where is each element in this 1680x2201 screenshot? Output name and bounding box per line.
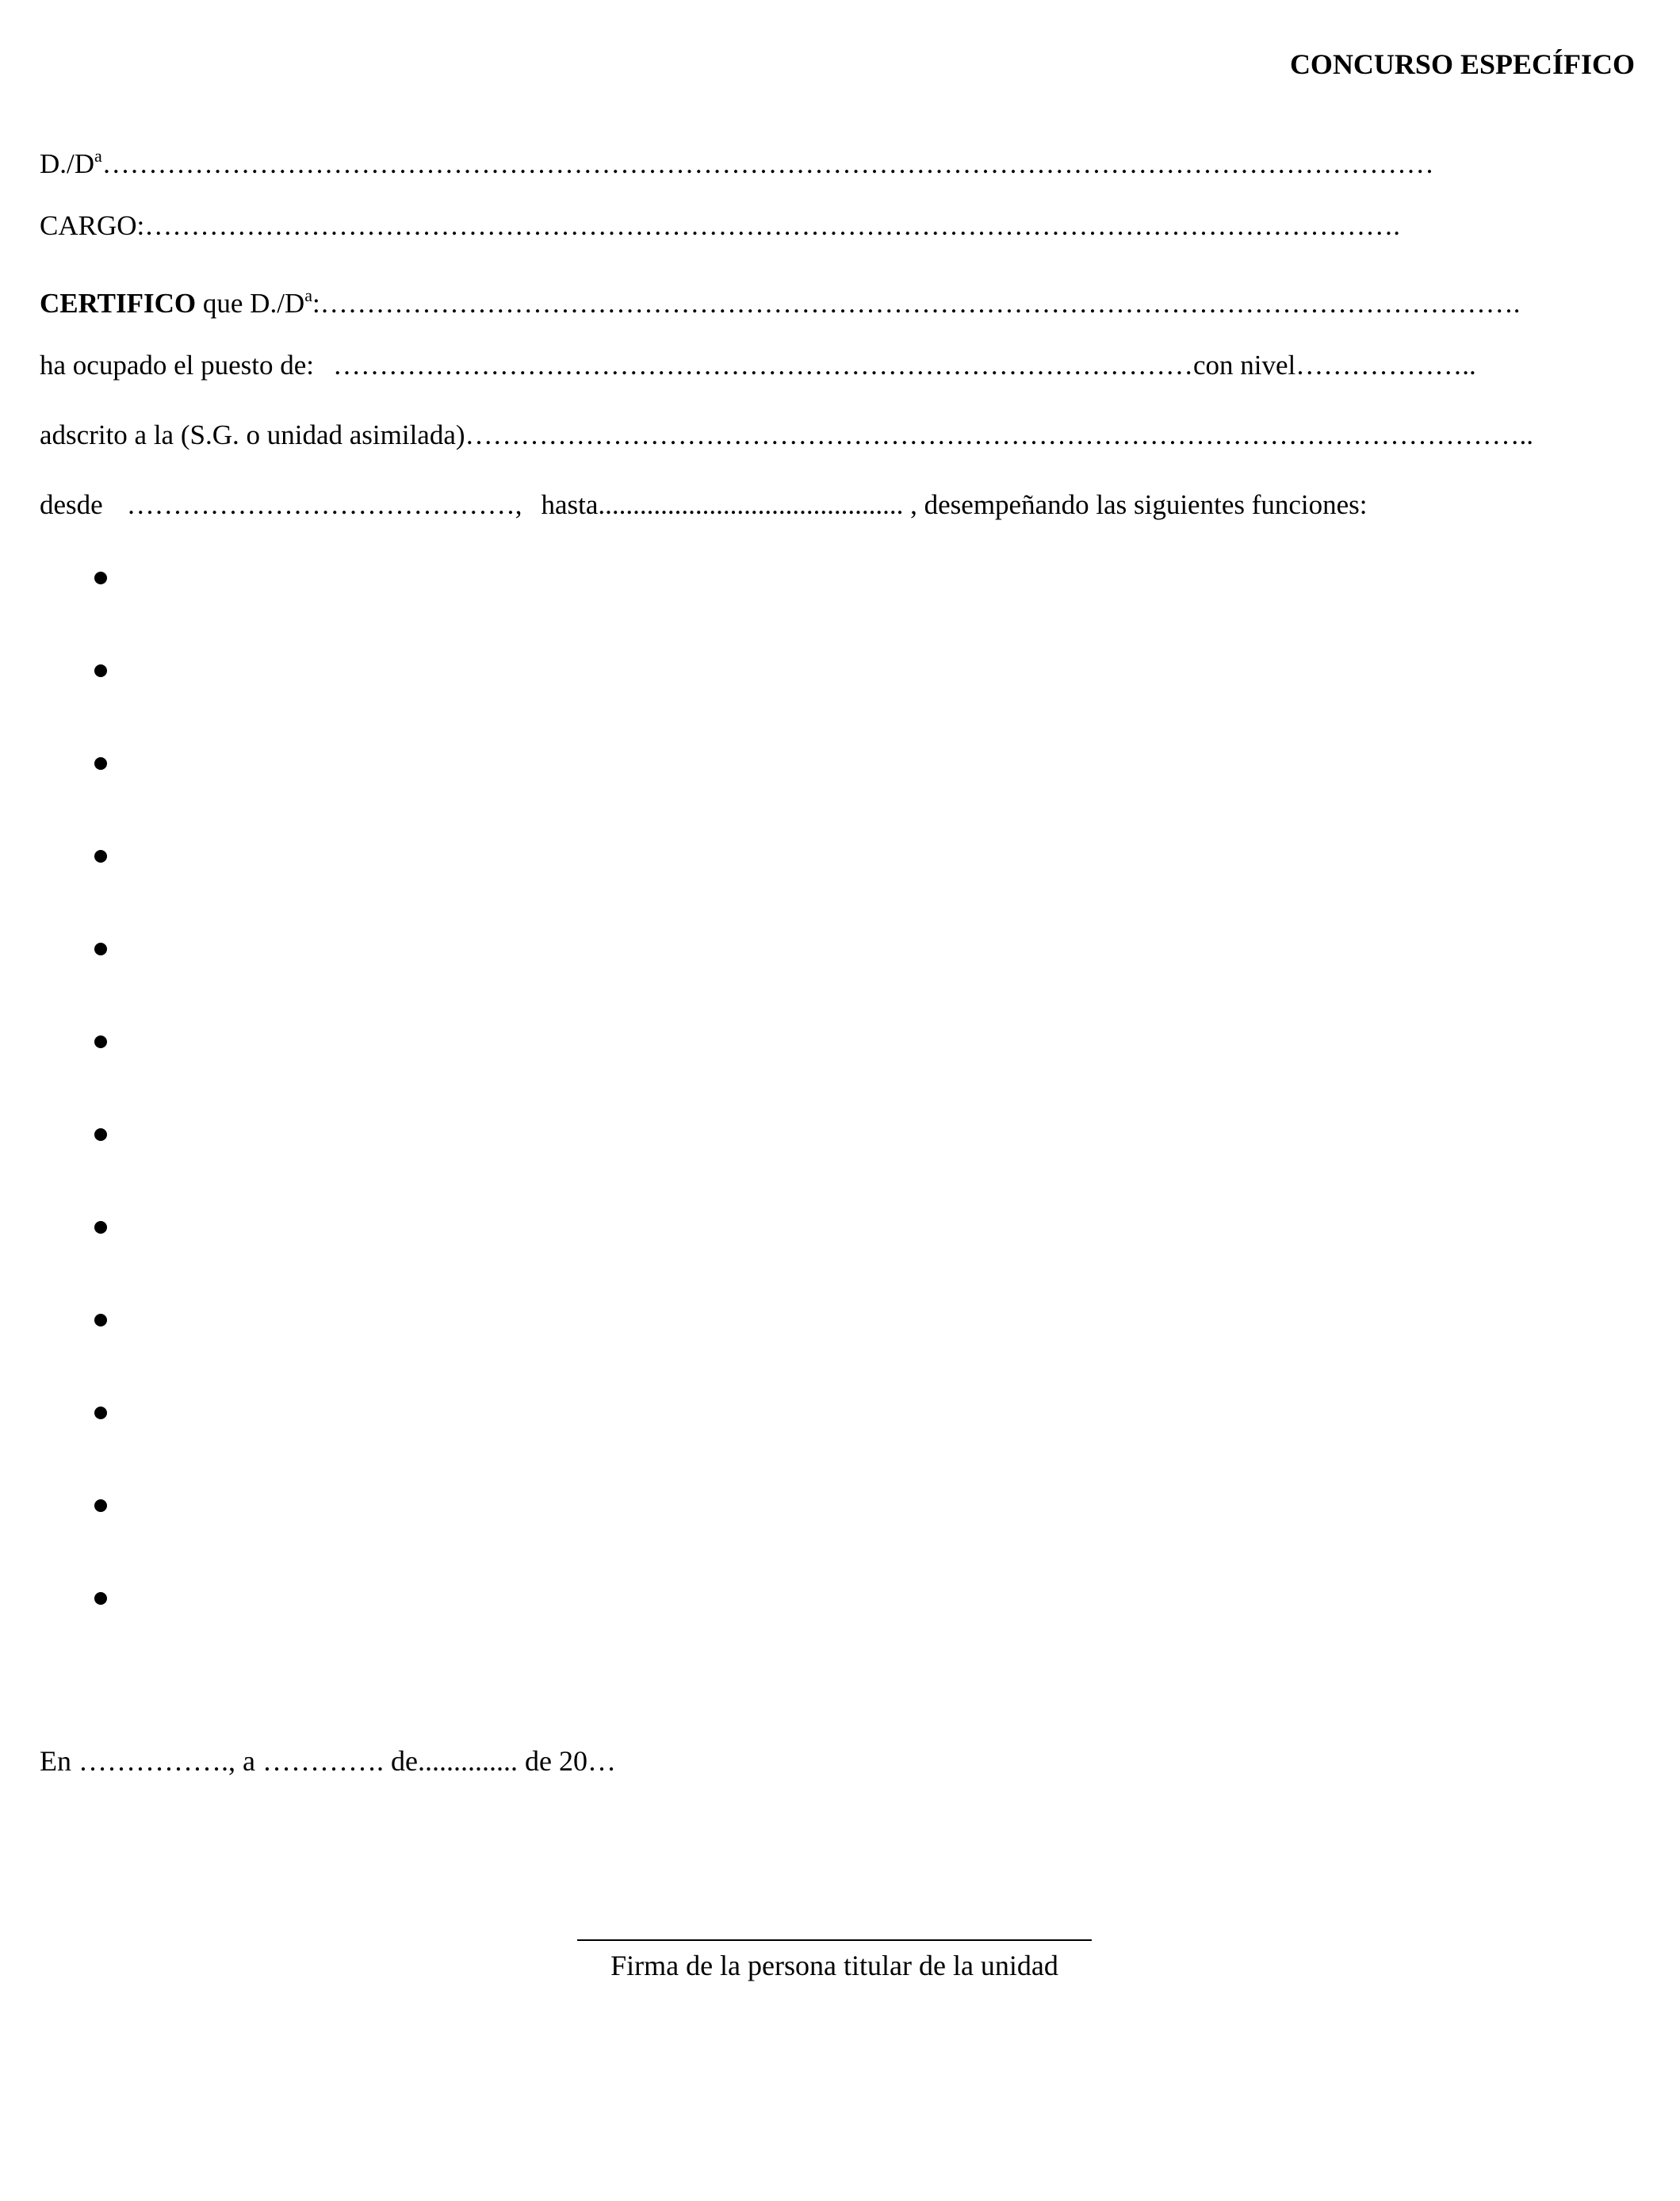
hasta-fill[interactable]: ............................................ , xyxy=(598,489,917,520)
function-bullet xyxy=(94,572,107,584)
field-cargo-fill[interactable]: ………………………………………………………………………………………………………………………. xyxy=(144,210,1400,241)
field-name-line xyxy=(40,138,1434,182)
function-bullet xyxy=(94,664,107,677)
closing-place-fill[interactable]: ……………., xyxy=(78,1745,235,1777)
signature-caption: Firma de la persona titular de la unidad xyxy=(610,1950,1058,1981)
function-bullet xyxy=(94,1407,107,1419)
certifico-label-sup: a xyxy=(304,285,312,305)
closing-day-fill[interactable]: …………. de xyxy=(262,1745,418,1777)
nivel-fill[interactable]: ……………….. xyxy=(1295,350,1476,381)
function-bullet xyxy=(94,1592,107,1605)
function-bullet xyxy=(94,1221,107,1234)
function-bullet xyxy=(94,943,107,955)
desde-label: desde xyxy=(40,489,103,520)
signature-line xyxy=(577,1939,1092,1941)
closing-a-label: a xyxy=(243,1745,255,1777)
puesto-fill[interactable]: ………………………………………………………………………………… xyxy=(333,350,1194,381)
function-bullet xyxy=(94,1128,107,1141)
closing-en-label: En xyxy=(40,1745,71,1777)
field-cargo-label: CARGO: xyxy=(40,210,145,241)
field-name-fill[interactable]: ……………………………………………………………………………………………………………………………… xyxy=(101,148,1434,179)
function-bullet xyxy=(94,1314,107,1326)
field-certifico-line xyxy=(40,278,1520,322)
field-cargo-line xyxy=(40,208,1400,244)
closing-date-line xyxy=(40,1743,616,1779)
field-adscrito-line xyxy=(40,417,1533,454)
certifico-que-label: que D./D xyxy=(196,288,305,319)
desde-fill[interactable]: ……………………………………, xyxy=(126,489,522,520)
certifico-label: CERTIFICO xyxy=(40,288,197,319)
funciones-label: desempeñando las siguientes funciones: xyxy=(917,489,1368,520)
field-puesto-line xyxy=(40,347,1476,384)
closing-month-fill[interactable]: .............. xyxy=(417,1745,518,1777)
adscrito-label: adscrito a la (S.G. o unidad asimilada) xyxy=(40,419,465,450)
field-name-label: D./D xyxy=(40,148,95,179)
field-desde-hasta-line xyxy=(40,487,1368,523)
function-bullet xyxy=(94,1035,107,1048)
field-name-label-sup: a xyxy=(94,146,102,166)
hasta-label: hasta xyxy=(541,489,599,520)
function-bullet xyxy=(94,850,107,863)
closing-year-label: de 20… xyxy=(524,1745,616,1777)
function-bullet xyxy=(94,757,107,770)
certifico-colon: : xyxy=(312,288,320,319)
nivel-label: con nivel xyxy=(1193,350,1296,381)
adscrito-fill[interactable]: …………………………………………………………………………………………………….. xyxy=(465,419,1534,450)
certifico-fill[interactable]: …………………………………………………………………………………………………………………. xyxy=(320,288,1521,319)
document-title: CONCURSO ESPECÍFICO xyxy=(1289,48,1635,80)
puesto-label: ha ocupado el puesto de: xyxy=(40,350,315,381)
function-bullet xyxy=(94,1499,107,1512)
